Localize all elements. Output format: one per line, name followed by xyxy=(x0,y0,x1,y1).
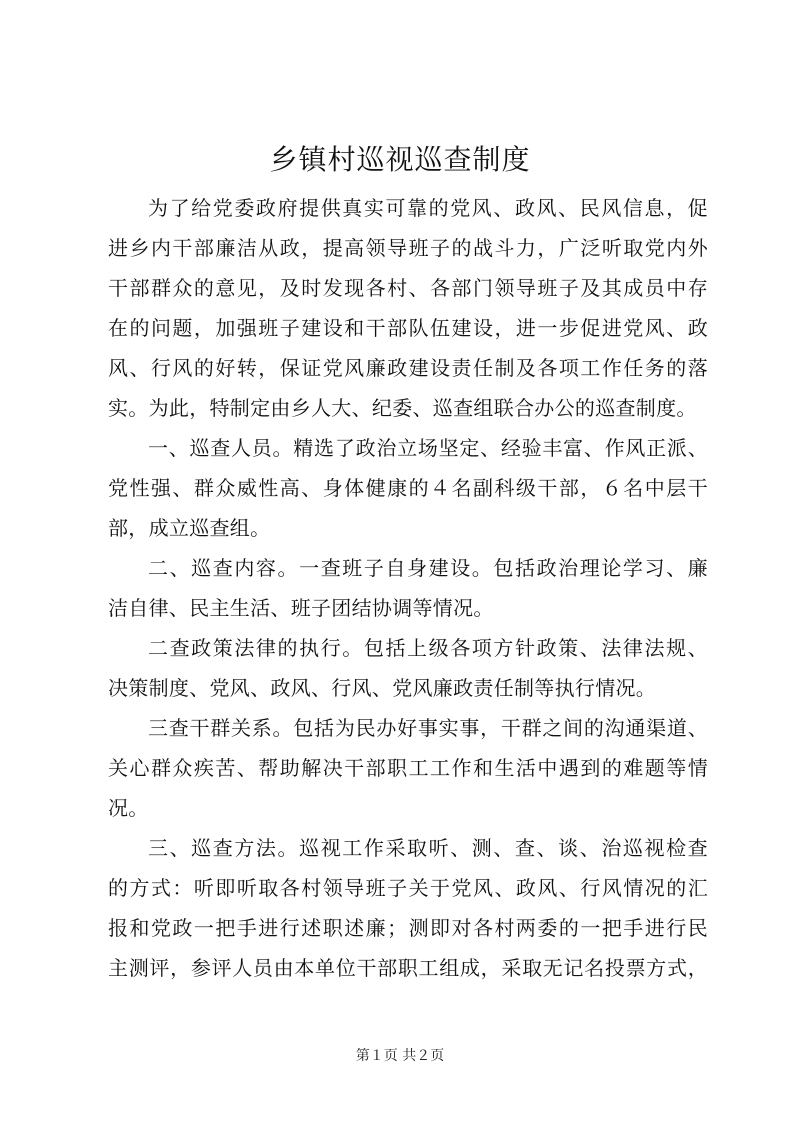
document-body xyxy=(108,188,708,988)
page-number-footer: 第１页 共２页 xyxy=(355,1048,445,1064)
body-text-line: 三、巡查方法。巡视工作采取听、测、查、谈、治巡视检查 xyxy=(148,836,708,860)
body-text-line: 主测评，参评人员由本单位干部职工组成，采取无记名投票方式， xyxy=(108,956,708,980)
body-text-line: 决策制度、党风、政风、行风、党风廉政责任制等执行情况。 xyxy=(108,676,657,700)
body-text-line: 进乡内干部廉洁从政，提高领导班子的战斗力，广泛听取党内外 xyxy=(108,236,708,260)
body-text-line: 实。为此，特制定由乡人大、纪委、巡查组联合办公的巡查制度。 xyxy=(108,396,697,420)
body-text-line: 为了给党委政府提供真实可靠的党风、政风、民风信息，促 xyxy=(148,196,708,220)
body-text-line: 报和党政一把手进行述职述廉；测即对各村两委的一把手进行民 xyxy=(108,916,708,940)
document-title: 乡镇村巡视巡查制度 xyxy=(269,143,531,176)
body-text-line: 二查政策法律的执行。包括上级各项方针政策、法律法规、 xyxy=(148,636,708,660)
body-text-line: 干部群众的意见，及时发现各村、各部门领导班子及其成员中存 xyxy=(108,276,708,300)
body-text-line: 关心群众疾苦、帮助解决干部职工工作和生活中遇到的难题等情 xyxy=(108,756,708,780)
body-text-line: 三查干群关系。包括为民办好事实事，干群之间的沟通渠道、 xyxy=(148,716,708,740)
body-text-line: 一、巡查人员。精选了政治立场坚定、经验丰富、作风正派、 xyxy=(148,436,708,460)
body-text-line: 二、巡查内容。一查班子自身建设。包括政治理论学习、廉 xyxy=(148,556,708,580)
body-text-line: 洁自律、民主生活、班子团结协调等情况。 xyxy=(108,596,494,620)
body-text-line: 部，成立巡查组。 xyxy=(108,516,271,540)
body-text-line: 况。 xyxy=(108,796,149,820)
body-text-line: 风、行风的好转，保证党风廉政建设责任制及各项工作任务的落 xyxy=(108,356,708,380)
body-text-line: 在的问题，加强班子建设和干部队伍建设，进一步促进党风、政 xyxy=(108,316,708,340)
body-text-line: 党性强、群众威性高、身体健康的４名副科级干部，６名中层干 xyxy=(108,476,708,500)
body-text-line: 的方式：听即听取各村领导班子关于党风、政风、行风情况的汇 xyxy=(108,876,708,900)
